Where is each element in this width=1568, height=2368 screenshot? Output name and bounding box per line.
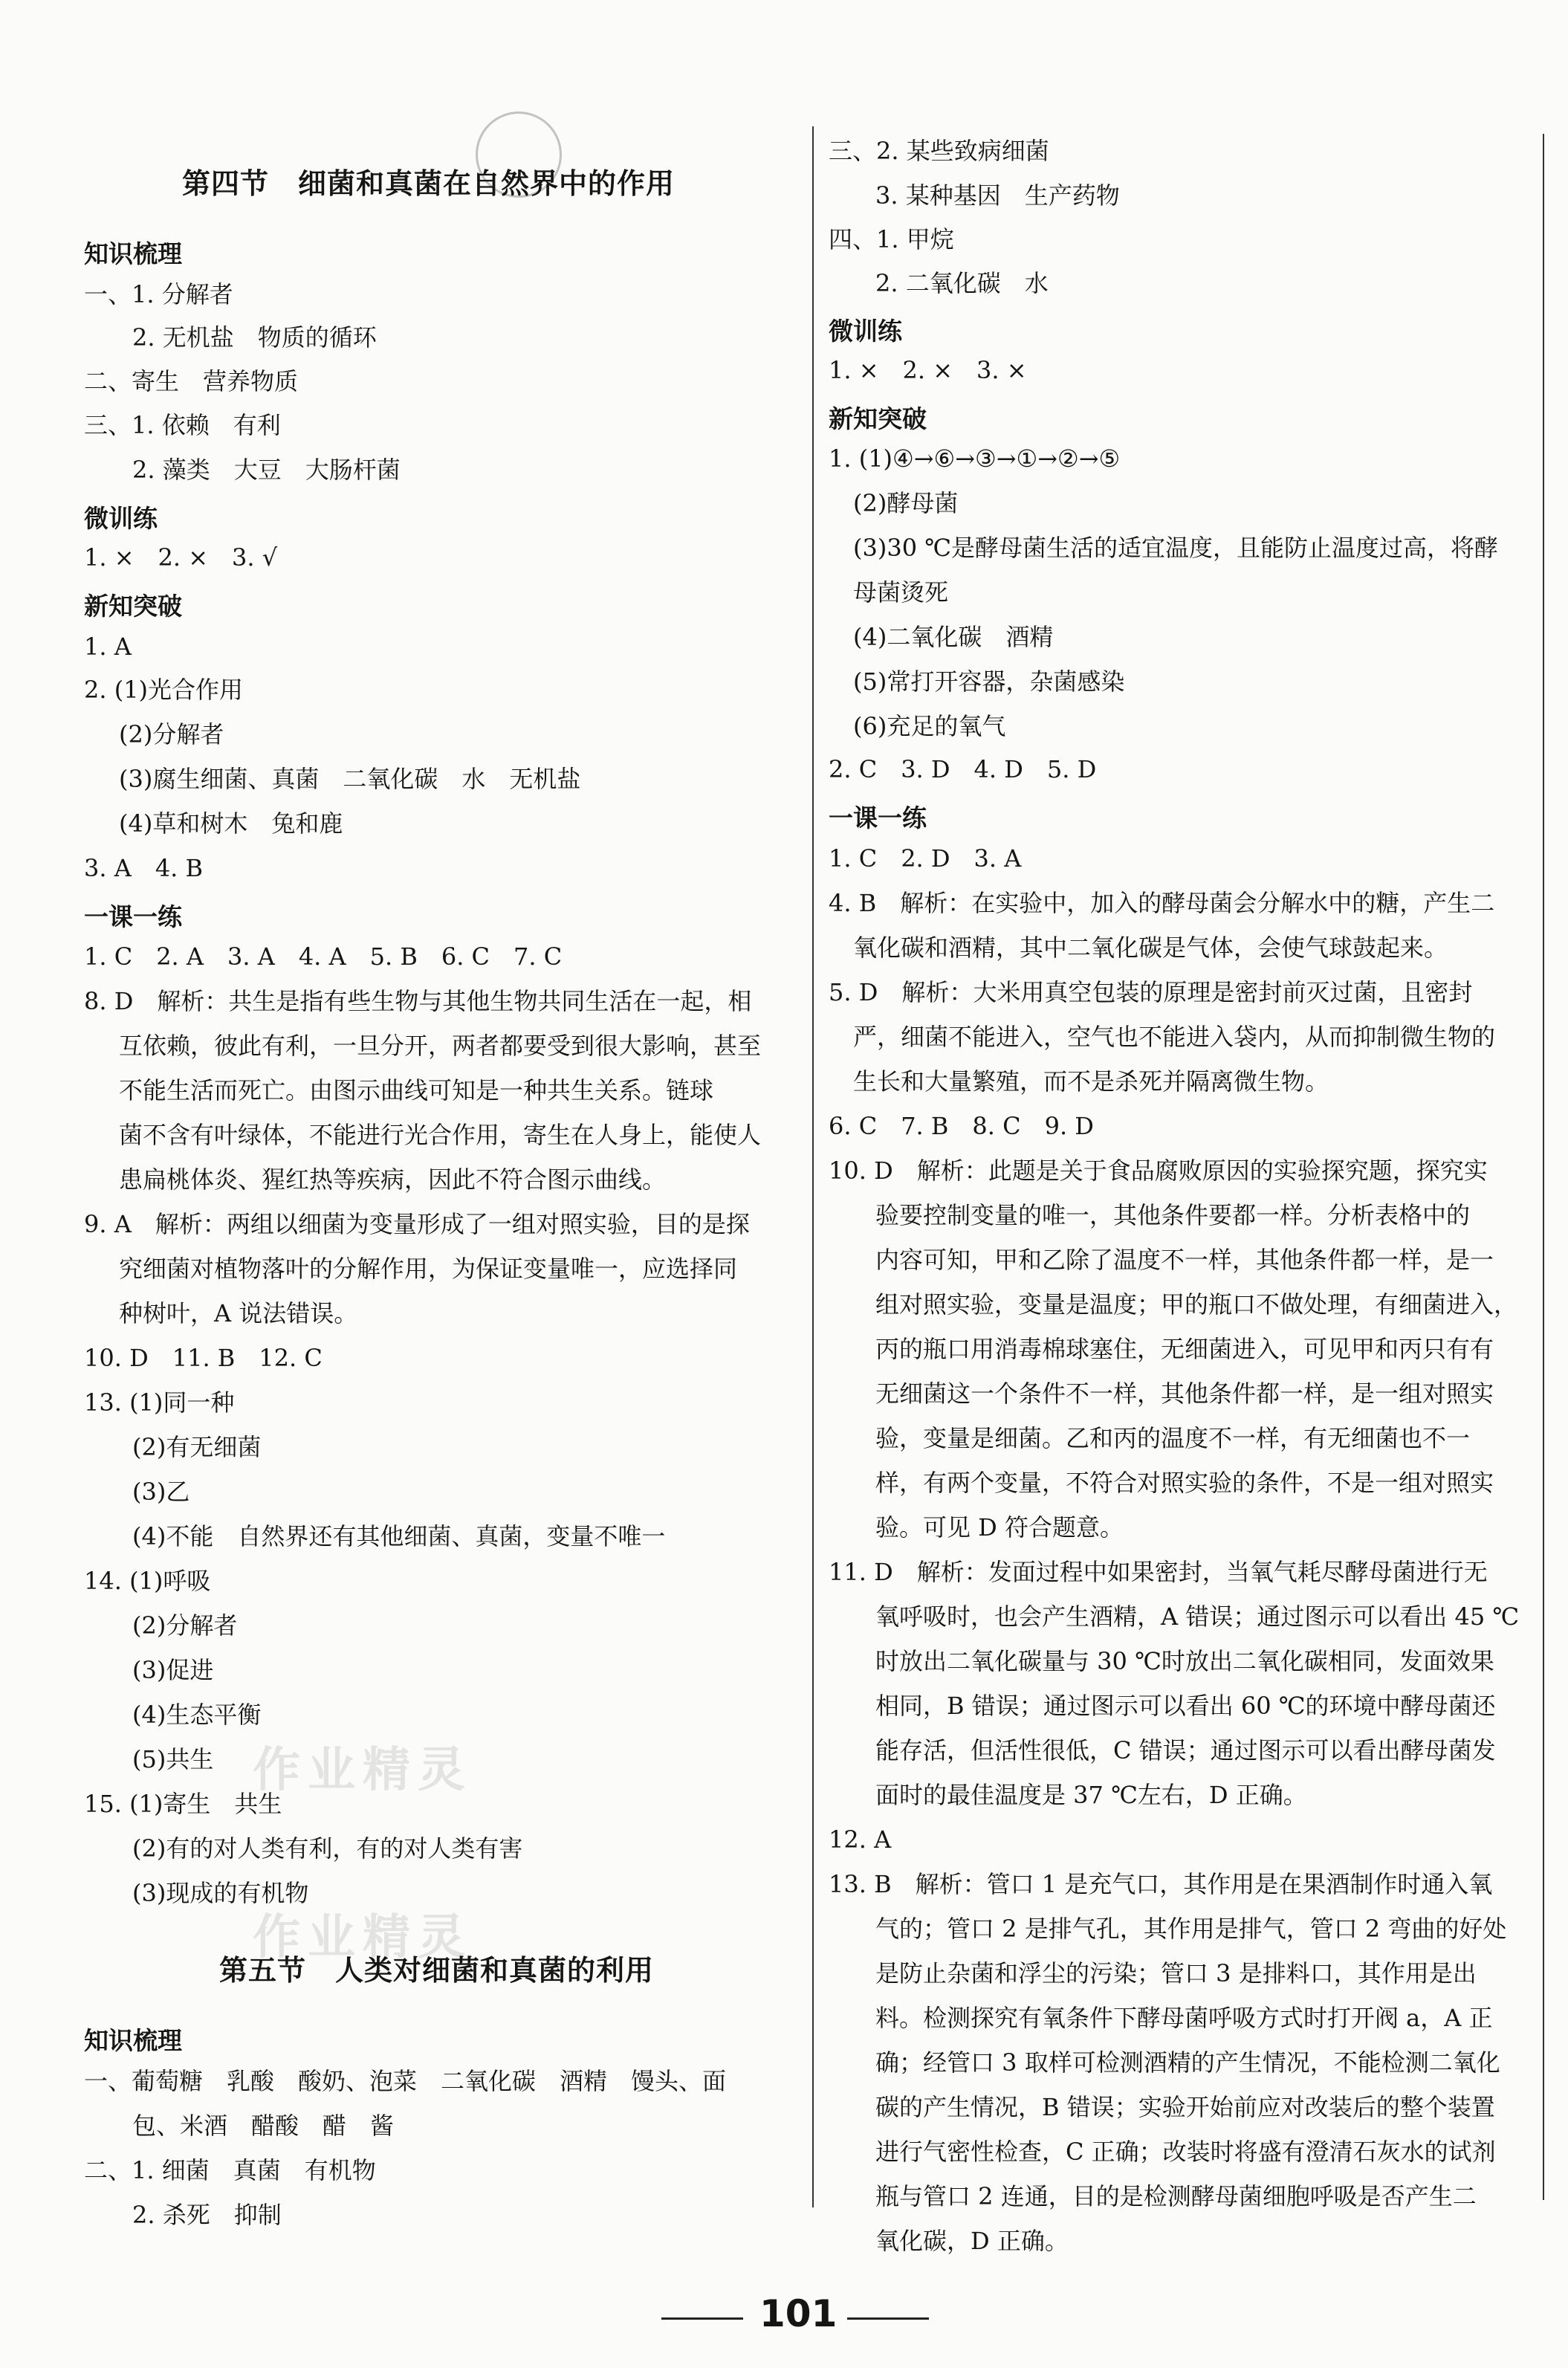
r-w1: 1. × 2. × 3. × (829, 356, 1027, 384)
s4-y8c: 不能生活而死亡。由图示曲线可知是一种共生关系。链球 (119, 1076, 714, 1104)
s4-zhishi-heading: 知识梳理 (84, 239, 182, 268)
r4: 2. 二氧化碳 水 (875, 269, 1049, 297)
s4-y13: 13. (1)同一种 (84, 1388, 235, 1417)
r2: 3. 某种基因 生产药物 (875, 181, 1120, 210)
s4-y8a: 8. D 解析：共生是指有些生物与其他生物共同生活在一起，相 (84, 987, 752, 1015)
r-y10g: 验，变量是细菌。乙和丙的温度不一样，有无细菌也不一 (875, 1424, 1471, 1452)
s4-y13d: (4)不能 自然界还有其他细菌、真菌，变量不唯一 (132, 1522, 666, 1550)
r-y10b: 验要控制变量的唯一，其他条件要都一样。分析表格中的 (875, 1201, 1471, 1229)
s4-x2: 2. (1)光合作用 (84, 676, 244, 704)
r-y12: 12. A (829, 1825, 892, 1854)
s5-k3: 2. 杀死 抑制 (132, 2201, 282, 2229)
s4-k3: 二、寄生 营养物质 (84, 367, 299, 395)
footer-dash-right (847, 2317, 929, 2320)
r-y5c: 生长和大量繁殖，而不是杀死并隔离微生物。 (853, 1067, 1329, 1096)
r-y13h: 瓶与管口 2 连通，目的是检测酵母菌细胞呼吸是否产生二 (875, 2182, 1477, 2210)
r-y4b: 氧化碳和酒精，其中二氧化碳是气体，会使气球鼓起来。 (853, 934, 1448, 962)
s4-y9b: 究细菌对植物落叶的分解作用，为保证变量唯一，应选择同 (119, 1255, 738, 1283)
r-x3a: (3)30 ℃是酵母菌生活的适宜温度，且能防止温度过高，将酵 (853, 534, 1499, 562)
s4-y8d: 菌不含有叶绿体，不能进行光合作用，寄生在人身上，能使人 (119, 1121, 762, 1149)
r-x4: (4)二氧化碳 酒精 (853, 623, 1054, 651)
s4-y15b: (2)有的对人类有利，有的对人类有害 (132, 1834, 523, 1863)
watermark-1: 作业精灵 (253, 1743, 473, 1798)
s4-y8b: 互依赖，彼此有利，一旦分开，两者都要受到很大影响，甚至 (119, 1032, 762, 1060)
r-y13e: 确；经管口 3 取样可检测酒精的产生情况，不能检测二氧化 (875, 2048, 1500, 2077)
r-y10a: 10. D 解析：此题是关于食品腐败原因的实验探究题，探究实 (829, 1156, 1488, 1185)
s4-y10: 10. D 11. B 12. C (84, 1344, 323, 1372)
watermark-2: 作业精灵 (253, 1910, 473, 1965)
r-x2: (2)酵母菌 (853, 489, 959, 517)
s4-k5: 2. 藻类 大豆 大肠杆菌 (132, 456, 401, 484)
r-y11d: 相同，B 错误；通过图示可以看出 60 ℃的环境中酵母菌还 (875, 1692, 1496, 1720)
r-y10h: 样，有两个变量，不符合对照实验的条件，不是一组对照实 (875, 1469, 1494, 1497)
footer-dash-left (661, 2317, 743, 2320)
s4-k2: 2. 无机盐 物质的循环 (132, 323, 377, 352)
s4-y14: 14. (1)呼吸 (84, 1567, 211, 1595)
r-y13g: 进行气密性检查，C 正确；改装时将盛有澄清石灰水的试剂 (875, 2138, 1496, 2166)
s4-xinzhi-heading: 新知突破 (84, 592, 182, 621)
s4-y15c: (3)现成的有机物 (132, 1879, 309, 1907)
s4-y14c: (3)促进 (132, 1656, 214, 1684)
s4-x6: 3. A 4. B (84, 854, 204, 882)
r-y5b: 严，细菌不能进入，空气也不能进入袋内，从而抑制微生物的 (853, 1023, 1496, 1051)
s5-k1b: 包、米酒 醋酸 醋 酱 (132, 2112, 395, 2140)
r-x3b: 母菌烫死 (853, 578, 949, 606)
s4-y13c: (3)乙 (132, 1478, 190, 1506)
right-border (1543, 134, 1544, 2200)
s4-weixun-heading: 微训练 (84, 504, 158, 533)
r-y11a: 11. D 解析：发面过程中如果密封，当氧气耗尽酵母菌进行无 (829, 1558, 1488, 1586)
s4-x4: (3)腐生细菌、真菌 二氧化碳 水 无机盐 (119, 765, 581, 793)
s4-k1: 一、1. 分解者 (84, 280, 233, 308)
r-yike-heading: 一课一练 (829, 803, 927, 832)
r-y10c: 内容可知，甲和乙除了温度不一样，其他条件都一样，是一 (875, 1246, 1494, 1274)
s4-y15: 15. (1)寄生 共生 (84, 1790, 282, 1818)
s4-y14d: (4)生态平衡 (132, 1701, 262, 1729)
r1: 三、2. 某些致病细菌 (829, 137, 1049, 165)
s4-yike-heading: 一课一练 (84, 902, 182, 931)
r-y13d: 料。检测探究有氧条件下酵母菌呼吸方式时打开阀 a，A 正 (875, 2004, 1493, 2032)
r-y10e: 丙的瓶口用消毒棉球塞住，无细菌进入，可见甲和丙只有有 (875, 1335, 1494, 1363)
r3: 四、1. 甲烷 (829, 225, 954, 253)
s4-y9c: 种树叶，A 说法错误。 (119, 1299, 358, 1327)
s5-k2: 二、1. 细菌 真菌 有机物 (84, 2156, 376, 2184)
r-y13a: 13. B 解析：管口 1 是充气口，其作用是在果酒制作时通入氧 (829, 1870, 1493, 1898)
r-y11b: 氧呼吸时，也会产生酒精，A 错误；通过图示可以看出 45 ℃ (875, 1602, 1520, 1631)
s4-y14b: (2)分解者 (132, 1611, 238, 1640)
column-divider (812, 126, 814, 2207)
s4-y13b: (2)有无细菌 (132, 1433, 262, 1461)
r-y13b: 气的；管口 2 是排气孔，其作用是排气，管口 2 弯曲的好处 (875, 1915, 1507, 1943)
r-x6: (6)充足的氧气 (853, 712, 1006, 740)
r-y13i: 氧化碳，D 正确。 (875, 2227, 1069, 2255)
r-y13f: 碳的产生情况，B 错误；实验开始前应对改装后的整个装置 (875, 2093, 1495, 2121)
r-y11e: 能存活，但活性很低，C 错误；通过图示可以看出酵母菌发 (875, 1736, 1496, 1764)
s4-k4: 三、1. 依赖 有利 (84, 411, 281, 439)
r-y13c: 是防止杂菌和浮尘的污染；管口 3 是排料口，其作用是出 (875, 1959, 1477, 1987)
r-x1: 1. (1)④→⑥→③→①→②→⑤ (829, 444, 1121, 473)
s4-y9a: 9. A 解析：两组以细菌为变量形成了一组对照实验，目的是探 (84, 1210, 750, 1238)
r-y11c: 时放出二氧化碳量与 30 ℃时放出二氧化碳相同，发面效果 (875, 1647, 1494, 1675)
r-y10d: 组对照实验，变量是温度；甲的瓶口不做处理，有细菌进入， (875, 1290, 1518, 1319)
r-xinzhi-heading: 新知突破 (829, 404, 927, 433)
s4-y14e: (5)共生 (132, 1745, 214, 1773)
s4-x3: (2)分解者 (119, 720, 224, 748)
r-y5a: 5. D 解析：大米用真空包装的原理是密封前灭过菌，且密封 (829, 978, 1473, 1006)
r-y1: 1. C 2. D 3. A (829, 844, 1022, 873)
page-number: 101 (759, 2292, 838, 2335)
r-y4a: 4. B 解析：在实验中，加入的酵母菌会分解水中的糖，产生二 (829, 889, 1495, 917)
r-x7: 2. C 3. D 4. D 5. D (829, 755, 1097, 783)
r-x5: (5)常打开容器，杂菌感染 (853, 667, 1125, 696)
s4-y8e: 患扁桃体炎、猩红热等疾病，因此不符合图示曲线。 (119, 1165, 667, 1194)
section5-title: 第五节 人类对细菌和真菌的利用 (219, 1954, 655, 1987)
s5-k1: 一、葡萄糖 乳酸 酸奶、泡菜 二氧化碳 酒精 馒头、面 (84, 2067, 727, 2095)
s4-y1: 1. C 2. A 3. A 4. A 5. B 6. C 7. C (84, 942, 563, 971)
s4-x5: (4)草和树木 兔和鹿 (119, 809, 343, 838)
s4-x1: 1. A (84, 633, 132, 661)
s4-w1: 1. × 2. × 3. √ (84, 543, 278, 572)
r-weixun-heading: 微训练 (829, 317, 902, 346)
section4-title: 第四节 细菌和真菌在自然界中的作用 (182, 167, 676, 200)
r-y11f: 面时的最佳温度是 37 ℃左右，D 正确。 (875, 1781, 1307, 1809)
r-y10i: 验。可见 D 符合题意。 (875, 1513, 1124, 1542)
r-y6: 6. C 7. B 8. C 9. D (829, 1112, 1094, 1140)
r-y10f: 无细菌这一个条件不一样，其他条件都一样，是一组对照实 (875, 1379, 1494, 1408)
s5-zhishi-heading: 知识梳理 (84, 2026, 182, 2055)
